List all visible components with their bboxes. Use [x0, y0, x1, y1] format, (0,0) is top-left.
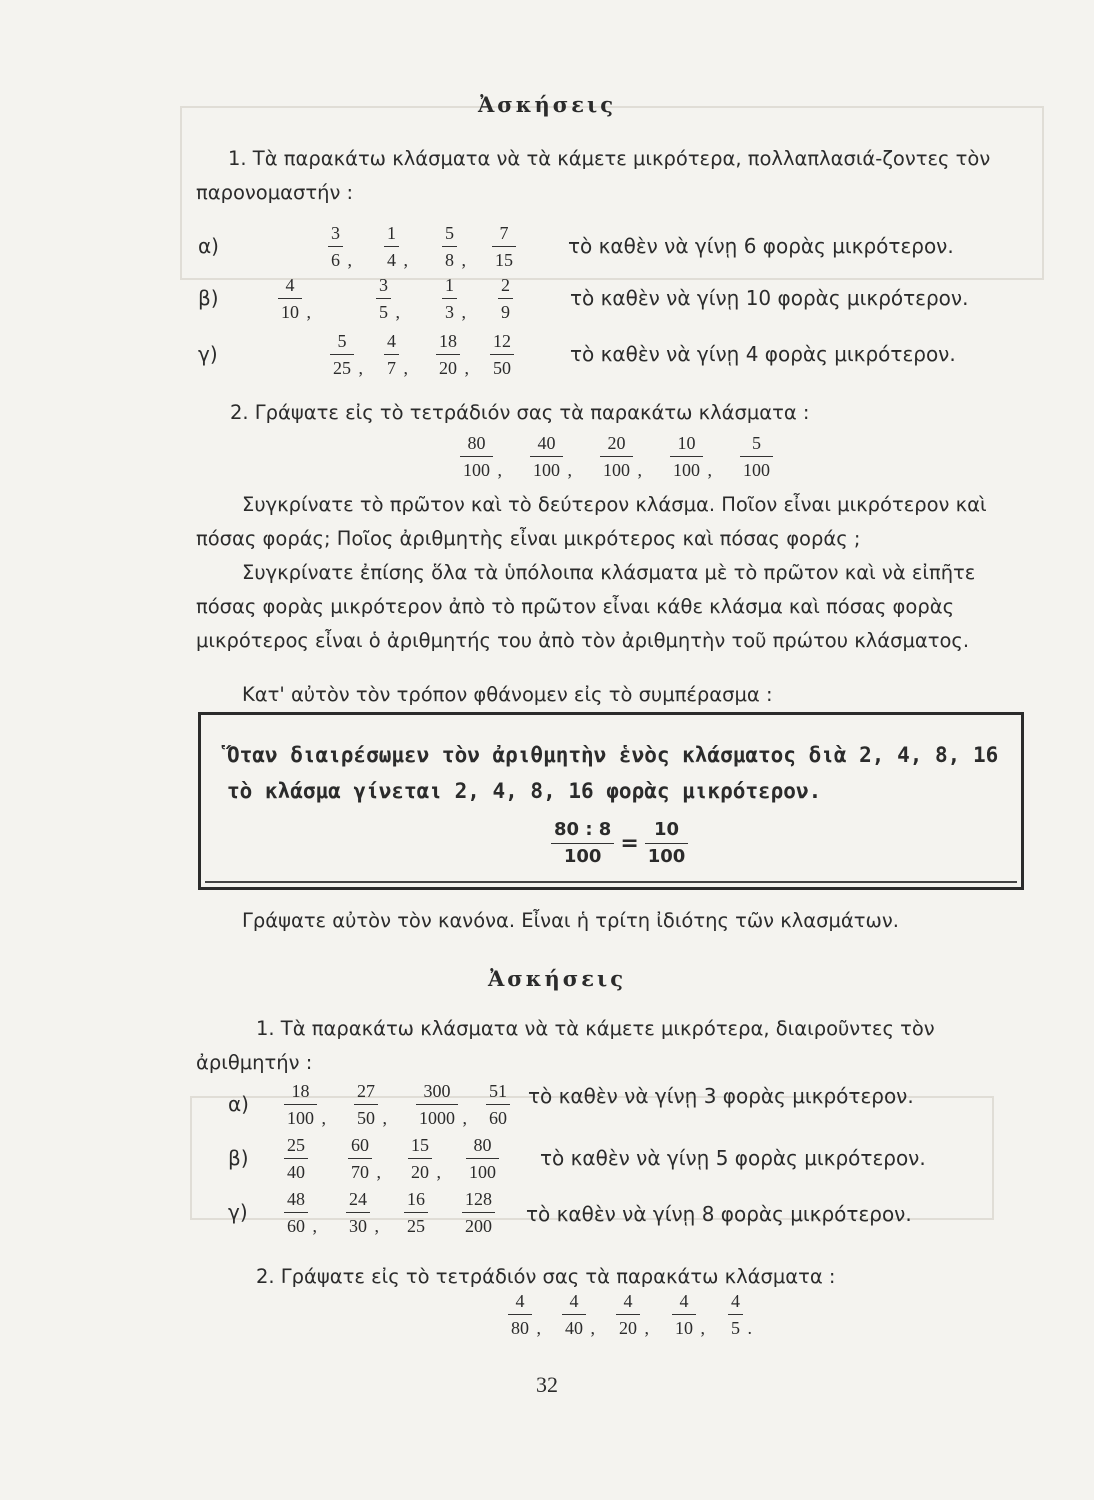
- section2-ex2-fractions: [508, 1290, 788, 1346]
- row-instruction: τὸ καθὲν νὰ γίνῃ 6 φορὰς μικρότερον.: [568, 234, 954, 258]
- numerator: 4: [623, 1291, 633, 1311]
- denominator: 20: [439, 358, 457, 378]
- numerator: 80: [473, 1135, 492, 1155]
- fraction: 18 20 ,: [436, 330, 460, 379]
- numerator: 5: [337, 331, 347, 351]
- denominator: 30: [349, 1216, 367, 1236]
- fraction: [740, 432, 773, 481]
- fraction: 4 40 ,: [562, 1290, 586, 1339]
- denominator: 50: [357, 1108, 375, 1128]
- section1-paragraph-compare: Συγκρίνατε τὸ πρῶτον καὶ τὸ δεύτερον κλάσμα. Ποῖον εἶναι μικρότερον καὶ πόσας φοράς; Ποῖος ἀριθμητὴς εἶναι μικρότερος καὶ πόσας φοράς ;: [196, 493, 987, 550]
- numerator: 2: [501, 275, 510, 295]
- numerator: 16: [407, 1189, 425, 1209]
- denominator: 15: [495, 250, 513, 270]
- denominator: 40: [287, 1162, 305, 1182]
- section2-ex1-row-a: [228, 1080, 1028, 1136]
- denominator: 20: [411, 1162, 429, 1182]
- denominator: 100: [533, 460, 560, 480]
- denominator: 100: [647, 846, 686, 867]
- denominator: 40: [565, 1318, 583, 1338]
- denominator: 100: [463, 460, 490, 480]
- fraction: 5 8 ,: [442, 222, 457, 271]
- denominator: 100: [673, 460, 700, 480]
- denominator: 7: [387, 358, 396, 378]
- numerator: 4: [731, 1291, 740, 1311]
- denominator: 8: [445, 250, 454, 270]
- denominator: 6: [331, 250, 340, 270]
- rule-example-rhs: [645, 819, 689, 868]
- row-instruction: τὸ καθὲν νὰ γίνῃ 8 φορὰς μικρότερον.: [526, 1202, 912, 1226]
- section2-ex1-row-c: [228, 1188, 1028, 1244]
- fraction: 15 20 ,: [408, 1134, 432, 1183]
- rule-example-lhs: [551, 819, 614, 868]
- after-rule-text: Γράψατε αὐτὸν τὸν κανόνα. Εἶναι ἡ τρίτη ἰδιότης τῶν κλασμάτων.: [242, 909, 899, 932]
- section1-ex2-fractions: [460, 432, 820, 488]
- fraction: 3 6 ,: [328, 222, 343, 271]
- numerator: 4: [387, 331, 396, 351]
- rule-statement: Ὅταν διαιρέσωμεν τὸν ἀριθμητὴν ἑνὸς κλάσματος διὰ 2, 4, 8, 16 τὸ κλάσμα γίνεται 2, 4, 8, 16 φορὰς μικρότερον.: [227, 743, 999, 803]
- section1-ex1-row-b: [198, 274, 1028, 330]
- denominator: 25: [407, 1216, 425, 1236]
- fraction: 300 1000 ,: [416, 1080, 458, 1129]
- numerator: 24: [349, 1189, 367, 1209]
- fraction: 48 60 ,: [284, 1188, 308, 1237]
- denominator: 100: [743, 460, 770, 480]
- fraction: [492, 222, 516, 271]
- section1-heading: Ἀσκήσεις: [478, 92, 616, 117]
- numerator: 48: [287, 1189, 305, 1209]
- numerator: 5: [752, 433, 761, 453]
- row-label: α): [198, 234, 219, 258]
- rule-example-equation: [551, 819, 688, 868]
- numerator: 60: [351, 1135, 369, 1155]
- denominator: 1000: [419, 1108, 455, 1128]
- section2-ex2-prompt: 2. Γράψατε εἰς τὸ τετράδιόν σας τὰ παρακάτω κλάσματα :: [256, 1265, 836, 1288]
- fraction: 18 100 ,: [284, 1080, 317, 1129]
- fraction: 40 100 ,: [530, 432, 563, 481]
- numerator: 300: [423, 1081, 451, 1101]
- denominator: 9: [501, 302, 510, 322]
- fraction: 4 10 ,: [278, 274, 302, 323]
- denominator: 5: [731, 1318, 740, 1338]
- numerator: 40: [537, 433, 556, 453]
- row-label: α): [228, 1092, 249, 1116]
- fraction: 10 100 ,: [670, 432, 703, 481]
- section1-ex1-row-c: [198, 330, 1028, 386]
- numerator: 18: [291, 1081, 310, 1101]
- numerator: 27: [357, 1081, 375, 1101]
- fraction: 4 10 ,: [672, 1290, 696, 1339]
- denominator: 200: [465, 1216, 492, 1236]
- fraction: 20 100 ,: [600, 432, 633, 481]
- numerator: 15: [411, 1135, 429, 1155]
- numerator: 18: [439, 331, 457, 351]
- fraction: 24 30 ,: [346, 1188, 370, 1237]
- numerator: 4: [679, 1291, 689, 1311]
- row-label: β): [198, 286, 219, 310]
- numerator: 25: [287, 1135, 305, 1155]
- denominator: 70: [351, 1162, 369, 1182]
- numerator: 12: [493, 331, 511, 351]
- denominator: 4: [387, 250, 396, 270]
- denominator: 100: [469, 1162, 496, 1182]
- fraction: [466, 1134, 499, 1183]
- section2-ex1-row-b: [228, 1134, 1028, 1190]
- row-instruction: τὸ καθὲν νὰ γίνῃ 4 φορὰς μικρότερον.: [570, 342, 956, 366]
- numerator: 7: [499, 223, 509, 243]
- row-label: γ): [198, 342, 218, 366]
- denominator: 100: [287, 1108, 314, 1128]
- denominator: 3: [445, 302, 454, 322]
- denominator: 60: [489, 1108, 507, 1128]
- numerator: 1: [445, 275, 454, 295]
- fraction: [404, 1188, 428, 1237]
- numerator: 1: [387, 223, 396, 243]
- row-instruction: τὸ καθὲν νὰ γίνῃ 5 φορὰς μικρότερον.: [540, 1146, 926, 1170]
- numerator: 20: [607, 433, 626, 453]
- section1-paragraph-compare-rest: Συγκρίνατε ἐπίσης ὅλα τὰ ὑπόλοιπα κλάσματα μὲ τὸ πρῶτον καὶ νὰ εἰπῆτε πόσας φορὰς μικρότερον ἀπὸ τὸ πρῶτον εἶναι κάθε κλάσμα καὶ πόσας φορὰς μικρότερος εἶναι ὁ ἀριθμητής του ἀπὸ τὸν ἀριθμητὴν τοῦ πρώτου κλάσματος.: [196, 561, 976, 652]
- denominator: 100: [603, 460, 630, 480]
- denominator: 100: [563, 846, 602, 867]
- denominator: 5: [379, 302, 388, 322]
- fraction: [486, 1080, 510, 1129]
- fraction: 27 50 ,: [354, 1080, 378, 1129]
- fraction: 1 3 ,: [442, 274, 457, 323]
- section1-ex2-prompt: 2. Γράψατε εἰς τὸ τετράδιόν σας τὰ παρακάτω κλάσματα :: [230, 401, 810, 424]
- numerator: 10: [654, 819, 680, 840]
- section2-ex1-prompt: 1. Τὰ παρακάτω κλάσματα νὰ τὰ κάμετε μικρότερα, διαιροῦντες τὸν ἀριθμητήν :: [196, 1017, 935, 1074]
- numerator: 51: [489, 1081, 507, 1101]
- row-label: γ): [228, 1200, 248, 1224]
- fraction: 4 5 .: [728, 1290, 743, 1339]
- fraction: 4 7 ,: [384, 330, 399, 379]
- denominator: 60: [287, 1216, 305, 1236]
- section1-paragraph-conclusion-intro: Κατ' αὐτὸν τὸν τρόπον φθάνομεν εἰς τὸ συμπέρασμα :: [242, 683, 773, 706]
- section1-ex1-prompt: 1. Τὰ παρακάτω κλάσματα νὰ τὰ κάμετε μικρότερα, πολλαπλασιά-ζοντες τὸν παρονομαστήν :: [196, 147, 991, 204]
- numerator: 5: [445, 223, 454, 243]
- numerator: 80 : 8: [554, 819, 612, 840]
- numerator: 10: [677, 433, 696, 453]
- row-instruction: τὸ καθὲν νὰ γίνῃ 3 φορὰς μικρότερον.: [528, 1084, 914, 1108]
- fraction: [490, 330, 514, 379]
- numerator: 128: [465, 1189, 492, 1209]
- denominator: 25: [333, 358, 351, 378]
- section2-heading: Ἀσκήσεις: [488, 966, 626, 991]
- numerator: 3: [331, 223, 340, 243]
- denominator: 20: [619, 1318, 637, 1338]
- fraction: 1 4 ,: [384, 222, 399, 271]
- numerator: 4: [569, 1291, 579, 1311]
- denominator: 50: [493, 358, 511, 378]
- fraction: 80 100 ,: [460, 432, 493, 481]
- numerator: 3: [379, 275, 388, 295]
- rule-box: [198, 712, 1024, 890]
- section1-ex1-row-a: [198, 222, 1028, 278]
- fraction: 3 5 ,: [376, 274, 391, 323]
- fraction: [498, 274, 513, 323]
- row-label: β): [228, 1146, 249, 1170]
- fraction: [284, 1134, 308, 1183]
- equals-sign: =: [620, 831, 639, 856]
- numerator: 4: [515, 1291, 525, 1311]
- denominator: 10: [675, 1318, 693, 1338]
- fraction: 60 70 ,: [348, 1134, 372, 1183]
- page-number: 32: [536, 1372, 558, 1397]
- fraction: 4 80 ,: [508, 1290, 532, 1339]
- denominator: 80: [511, 1318, 529, 1338]
- fraction: 4 20 ,: [616, 1290, 640, 1339]
- fraction: 5 25 ,: [330, 330, 354, 379]
- numerator: 4: [285, 275, 295, 295]
- fraction: [462, 1188, 495, 1237]
- numerator: 80: [467, 433, 486, 453]
- denominator: 10: [281, 302, 299, 322]
- row-instruction: τὸ καθὲν νὰ γίνῃ 10 φορὰς μικρότερον.: [570, 286, 969, 310]
